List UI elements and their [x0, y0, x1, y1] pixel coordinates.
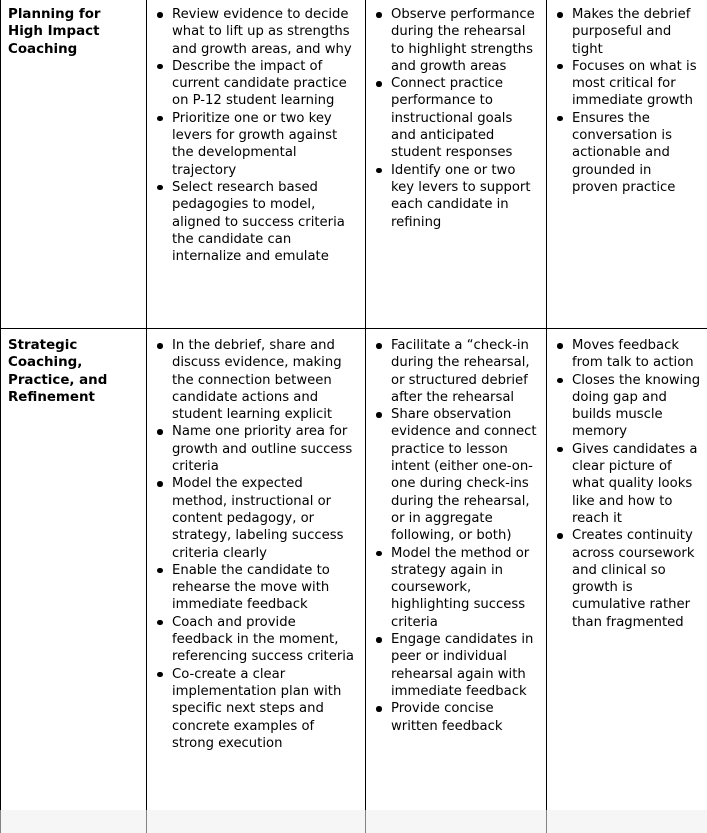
bullet-icon [557, 378, 563, 384]
bullet-list [154, 337, 359, 752]
bullet-icon [157, 568, 163, 574]
bullet-icon [157, 343, 163, 349]
list-item: Makes the debrief purposeful and tight [554, 6, 701, 58]
list-item: Prioritize one or two key levers for growth against the developmental trajectory [154, 110, 359, 179]
row-heading: Strategic Coaching, Practice, and Refinement [8, 338, 108, 405]
list-item: Focuses on what is most critical for immediate growth [554, 58, 701, 110]
bullet-icon [557, 116, 563, 122]
rationale-cell [547, 0, 707, 329]
list-item: Co-create a clear implementation plan with specific next steps and concrete examples of strong execution [154, 666, 359, 752]
bullet-icon [376, 343, 382, 349]
list-item: Facilitate a “check-in during the rehearsal, or structured debrief after the rehearsal [373, 337, 540, 406]
bullet-icon [557, 343, 563, 349]
list-item: Name one priority area for growth and outline success criteria [154, 423, 359, 475]
list-item: Closes the knowing doing gap and builds muscle memory [554, 372, 701, 441]
row-heading-cell [1, 0, 147, 329]
bullet-icon [557, 533, 563, 539]
actions-cell [147, 329, 366, 833]
bullet-icon [376, 81, 382, 87]
list-item: Provide concise written feedback [373, 700, 540, 735]
list-item: Select research based pedagogies to model, aligned to success criteria the candidate can internalize and emulate [154, 179, 359, 265]
list-item: Enable the candidate to rehearse the move with immediate feedback [154, 562, 359, 614]
bullet-icon [376, 168, 382, 174]
practice-cell [366, 0, 547, 329]
list-item: Coach and provide feedback in the moment, referencing success criteria [154, 614, 359, 666]
bullet-list [154, 6, 359, 265]
list-item: Identify one or two key levers to support each candidate in refining [373, 162, 540, 231]
bullet-icon [557, 447, 563, 453]
bullet-icon [157, 672, 163, 678]
list-item: Observe performance during the rehearsal to highlight strengths and growth areas [373, 6, 540, 75]
bullet-icon [157, 64, 163, 70]
actions-cell [147, 0, 366, 329]
list-item: Engage candidates in peer or individual rehearsal again with immediate feedback [373, 631, 540, 700]
bullet-icon [557, 12, 563, 18]
bullet-icon [157, 12, 163, 18]
bullet-icon [376, 706, 382, 712]
bullet-icon [376, 412, 382, 418]
bullet-icon [157, 185, 163, 191]
rationale-cell [547, 329, 707, 833]
bullet-icon [157, 429, 163, 435]
bullet-list [373, 337, 540, 735]
bullet-icon [557, 64, 563, 70]
bullet-icon [157, 620, 163, 626]
list-item: Creates continuity across coursework and clinical so growth is cumulative rather than fragmented [554, 527, 701, 631]
bullet-icon [376, 12, 382, 18]
row-heading-cell [1, 329, 147, 833]
list-item: In the debrief, share and discuss evidence, making the connection between candidate actions and student learning explicit [154, 337, 359, 423]
list-item: Model the method or strategy again in coursework, highlighting success criteria [373, 545, 540, 631]
list-item: Ensures the conversation is actionable and grounded in proven practice [554, 110, 701, 196]
table-row-planning [1, 0, 707, 329]
row-heading: Planning for High Impact Coaching [8, 7, 101, 57]
list-item: Describe the impact of current candidate practice on P-12 student learning [154, 58, 359, 110]
list-item: Connect practice performance to instructional goals and anticipated student responses [373, 75, 540, 161]
bullet-icon [376, 637, 382, 643]
bullet-list [373, 6, 540, 231]
bullet-icon [157, 481, 163, 487]
list-item: Moves feedback from talk to action [554, 337, 701, 372]
table-row-strategic [1, 329, 707, 833]
list-item: Review evidence to decide what to lift up as strengths and growth areas, and why [154, 6, 359, 58]
bullet-list [554, 6, 701, 196]
bullet-icon [376, 551, 382, 557]
bullet-list [554, 337, 701, 631]
practice-cell [366, 329, 547, 833]
list-item: Gives candidates a clear picture of what quality looks like and how to reach it [554, 441, 701, 527]
list-item: Share observation evidence and connect practice to lesson intent (either one-on-one during check-ins during the rehearsal, or in aggregate following, or both) [373, 406, 540, 544]
bullet-icon [157, 116, 163, 122]
list-item: Model the expected method, instructional or content pedagogy, or strategy, labeling success criteria clearly [154, 475, 359, 561]
